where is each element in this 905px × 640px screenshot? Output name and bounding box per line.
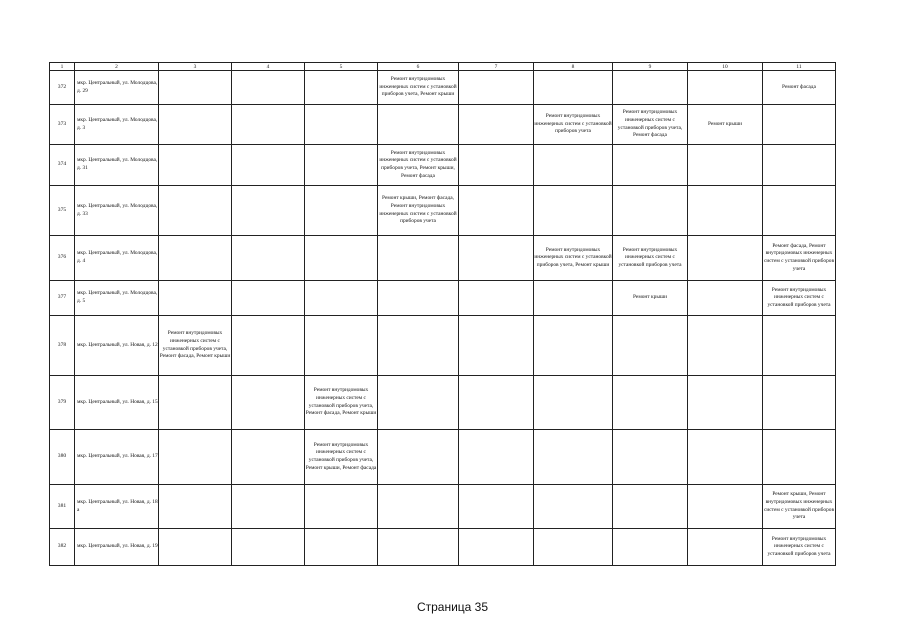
work-cell: Ремонт внутридомовых инженерных систем с установкой приборов учета, Ремонт фасада, Ремонт крыши	[305, 376, 378, 430]
work-cell	[232, 529, 305, 566]
work-cell	[763, 430, 836, 485]
work-cell	[613, 316, 688, 376]
work-cell	[232, 485, 305, 529]
work-cell	[232, 71, 305, 105]
work-cell	[459, 105, 534, 145]
work-cell: Ремонт внутридомовых инженерных систем с установкой приборов учета	[763, 281, 836, 316]
work-cell	[763, 105, 836, 145]
work-cell	[688, 71, 763, 105]
work-cell	[534, 485, 613, 529]
row-number: 378	[50, 316, 75, 376]
work-cell	[763, 186, 836, 236]
work-cell	[378, 376, 459, 430]
work-cell	[613, 186, 688, 236]
work-cell	[459, 236, 534, 281]
table-row	[50, 376, 836, 430]
work-cell	[688, 236, 763, 281]
table-row	[50, 281, 836, 316]
work-cell	[613, 529, 688, 566]
work-cell	[459, 71, 534, 105]
work-cell	[459, 186, 534, 236]
column-header: 9	[613, 63, 688, 71]
column-header: 1	[50, 63, 75, 71]
table-row	[50, 186, 836, 236]
work-cell	[305, 236, 378, 281]
address-cell: мкр. Центральный, ул. Новая, д. 18 а	[75, 485, 159, 529]
work-cell	[305, 105, 378, 145]
work-cell	[378, 316, 459, 376]
work-cell	[378, 281, 459, 316]
address-cell: мкр. Центральный, ул. Молодцова, д. 33	[75, 186, 159, 236]
work-cell	[688, 529, 763, 566]
work-cell	[534, 281, 613, 316]
work-cell	[459, 281, 534, 316]
work-cell	[688, 186, 763, 236]
column-header: 8	[534, 63, 613, 71]
work-cell: Ремонт внутридомовых инженерных систем с установкой приборов учета	[613, 236, 688, 281]
work-cell	[688, 485, 763, 529]
address-cell: мкр. Центральный, ул. Молодцова, д. 31	[75, 145, 159, 186]
work-cell	[534, 186, 613, 236]
work-cell	[459, 485, 534, 529]
row-number: 377	[50, 281, 75, 316]
work-cell: Ремонт фасада	[763, 71, 836, 105]
work-cell	[159, 281, 232, 316]
work-cell	[159, 485, 232, 529]
work-cell	[688, 316, 763, 376]
work-cell	[688, 281, 763, 316]
work-cell	[763, 316, 836, 376]
work-cell	[378, 430, 459, 485]
work-cell	[613, 376, 688, 430]
work-cell	[534, 316, 613, 376]
address-cell: мкр. Центральный, ул. Молодцова, д. 29	[75, 71, 159, 105]
work-cell	[688, 376, 763, 430]
work-cell	[305, 529, 378, 566]
work-cell	[534, 376, 613, 430]
work-cell	[459, 430, 534, 485]
work-cell	[159, 529, 232, 566]
column-header: 5	[305, 63, 378, 71]
work-cell	[232, 145, 305, 186]
work-cell	[459, 529, 534, 566]
table-row	[50, 430, 836, 485]
address-cell: мкр. Центральный, ул. Молодцова, д. 4	[75, 236, 159, 281]
work-cell	[763, 376, 836, 430]
row-number: 381	[50, 485, 75, 529]
row-number: 372	[50, 71, 75, 105]
column-header: 2	[75, 63, 159, 71]
repair-schedule-table	[49, 62, 836, 566]
row-number: 373	[50, 105, 75, 145]
work-cell	[232, 236, 305, 281]
work-cell	[232, 281, 305, 316]
address-cell: мкр. Центральный, ул. Новая, д. 19	[75, 529, 159, 566]
work-cell	[613, 430, 688, 485]
work-cell	[159, 105, 232, 145]
work-cell: Ремонт внутридомовых инженерных систем с установкой приборов учета	[763, 529, 836, 566]
page-number: Страница 35	[416, 600, 489, 614]
work-cell	[459, 376, 534, 430]
table-row	[50, 105, 836, 145]
work-cell	[305, 71, 378, 105]
row-number: 375	[50, 186, 75, 236]
work-cell	[232, 430, 305, 485]
work-cell	[763, 145, 836, 186]
work-cell: Ремонт крыши, Ремонт фасада, Ремонт внутридомовых инженерных систем с установкой приборов учета	[378, 186, 459, 236]
address-cell: мкр. Центральный, ул. Молодцова, д. 3	[75, 105, 159, 145]
work-cell	[159, 71, 232, 105]
work-cell	[159, 186, 232, 236]
work-cell	[159, 430, 232, 485]
work-cell	[534, 529, 613, 566]
work-cell	[459, 316, 534, 376]
row-number: 382	[50, 529, 75, 566]
work-cell: Ремонт внутридомовых инженерных систем с установкой приборов учета, Ремонт фасада, Ремонт крыши	[159, 316, 232, 376]
work-cell	[378, 529, 459, 566]
work-cell: Ремонт внутридомовых инженерных систем с установкой приборов учета, Ремонт крыши	[534, 236, 613, 281]
column-header: 3	[159, 63, 232, 71]
work-cell	[534, 430, 613, 485]
table-row	[50, 316, 836, 376]
work-cell	[534, 71, 613, 105]
column-header: 11	[763, 63, 836, 71]
work-cell	[305, 186, 378, 236]
work-cell	[232, 316, 305, 376]
table-row	[50, 236, 836, 281]
work-cell	[688, 430, 763, 485]
work-cell: Ремонт внутридомовых инженерных систем с установкой приборов учета	[534, 105, 613, 145]
work-cell: Ремонт крыши, Ремонт внутридомовых инженерных систем с установкой приборов учета	[763, 485, 836, 529]
table-row	[50, 529, 836, 566]
address-cell: мкр. Центральный, ул. Молодцова, д. 5	[75, 281, 159, 316]
work-cell: Ремонт внутридомовых инженерных систем с установкой приборов учета, Ремонт крыши	[378, 71, 459, 105]
work-cell	[378, 236, 459, 281]
work-cell	[613, 485, 688, 529]
header-row	[50, 63, 836, 71]
row-number: 380	[50, 430, 75, 485]
work-cell	[232, 186, 305, 236]
column-header: 10	[688, 63, 763, 71]
work-cell	[305, 145, 378, 186]
work-cell	[378, 105, 459, 145]
work-cell	[159, 145, 232, 186]
work-cell	[159, 236, 232, 281]
work-cell	[378, 485, 459, 529]
address-cell: мкр. Центральный, ул. Новая, д. 12	[75, 316, 159, 376]
work-cell	[305, 485, 378, 529]
work-cell	[159, 376, 232, 430]
work-cell	[459, 145, 534, 186]
work-cell	[613, 145, 688, 186]
work-cell: Ремонт внутридомовых инженерных систем с установкой приборов учета, Ремонт крыши, Ремонт фасада	[305, 430, 378, 485]
address-cell: мкр. Центральный, ул. Новая, д. 17	[75, 430, 159, 485]
work-cell	[688, 145, 763, 186]
address-cell: мкр. Центральный, ул. Новая, д. 15	[75, 376, 159, 430]
table-row	[50, 485, 836, 529]
row-number: 376	[50, 236, 75, 281]
work-cell	[534, 145, 613, 186]
row-number: 379	[50, 376, 75, 430]
work-cell: Ремонт внутридомовых инженерных систем с установкой приборов учета, Ремонт крыши, Ремонт фасада	[378, 145, 459, 186]
table-row	[50, 71, 836, 105]
work-cell	[305, 316, 378, 376]
table-row	[50, 145, 836, 186]
work-cell: Ремонт крыши	[688, 105, 763, 145]
work-cell	[232, 105, 305, 145]
column-header: 7	[459, 63, 534, 71]
work-cell: Ремонт фасада, Ремонт внутридомовых инженерных систем с установкой приборов учета	[763, 236, 836, 281]
work-cell: Ремонт крыши	[613, 281, 688, 316]
column-header: 6	[378, 63, 459, 71]
work-cell	[305, 281, 378, 316]
work-cell	[613, 71, 688, 105]
work-cell: Ремонт внутридомовых инженерных систем с установкой приборов учета, Ремонт фасада	[613, 105, 688, 145]
work-cell	[232, 376, 305, 430]
column-header: 4	[232, 63, 305, 71]
row-number: 374	[50, 145, 75, 186]
